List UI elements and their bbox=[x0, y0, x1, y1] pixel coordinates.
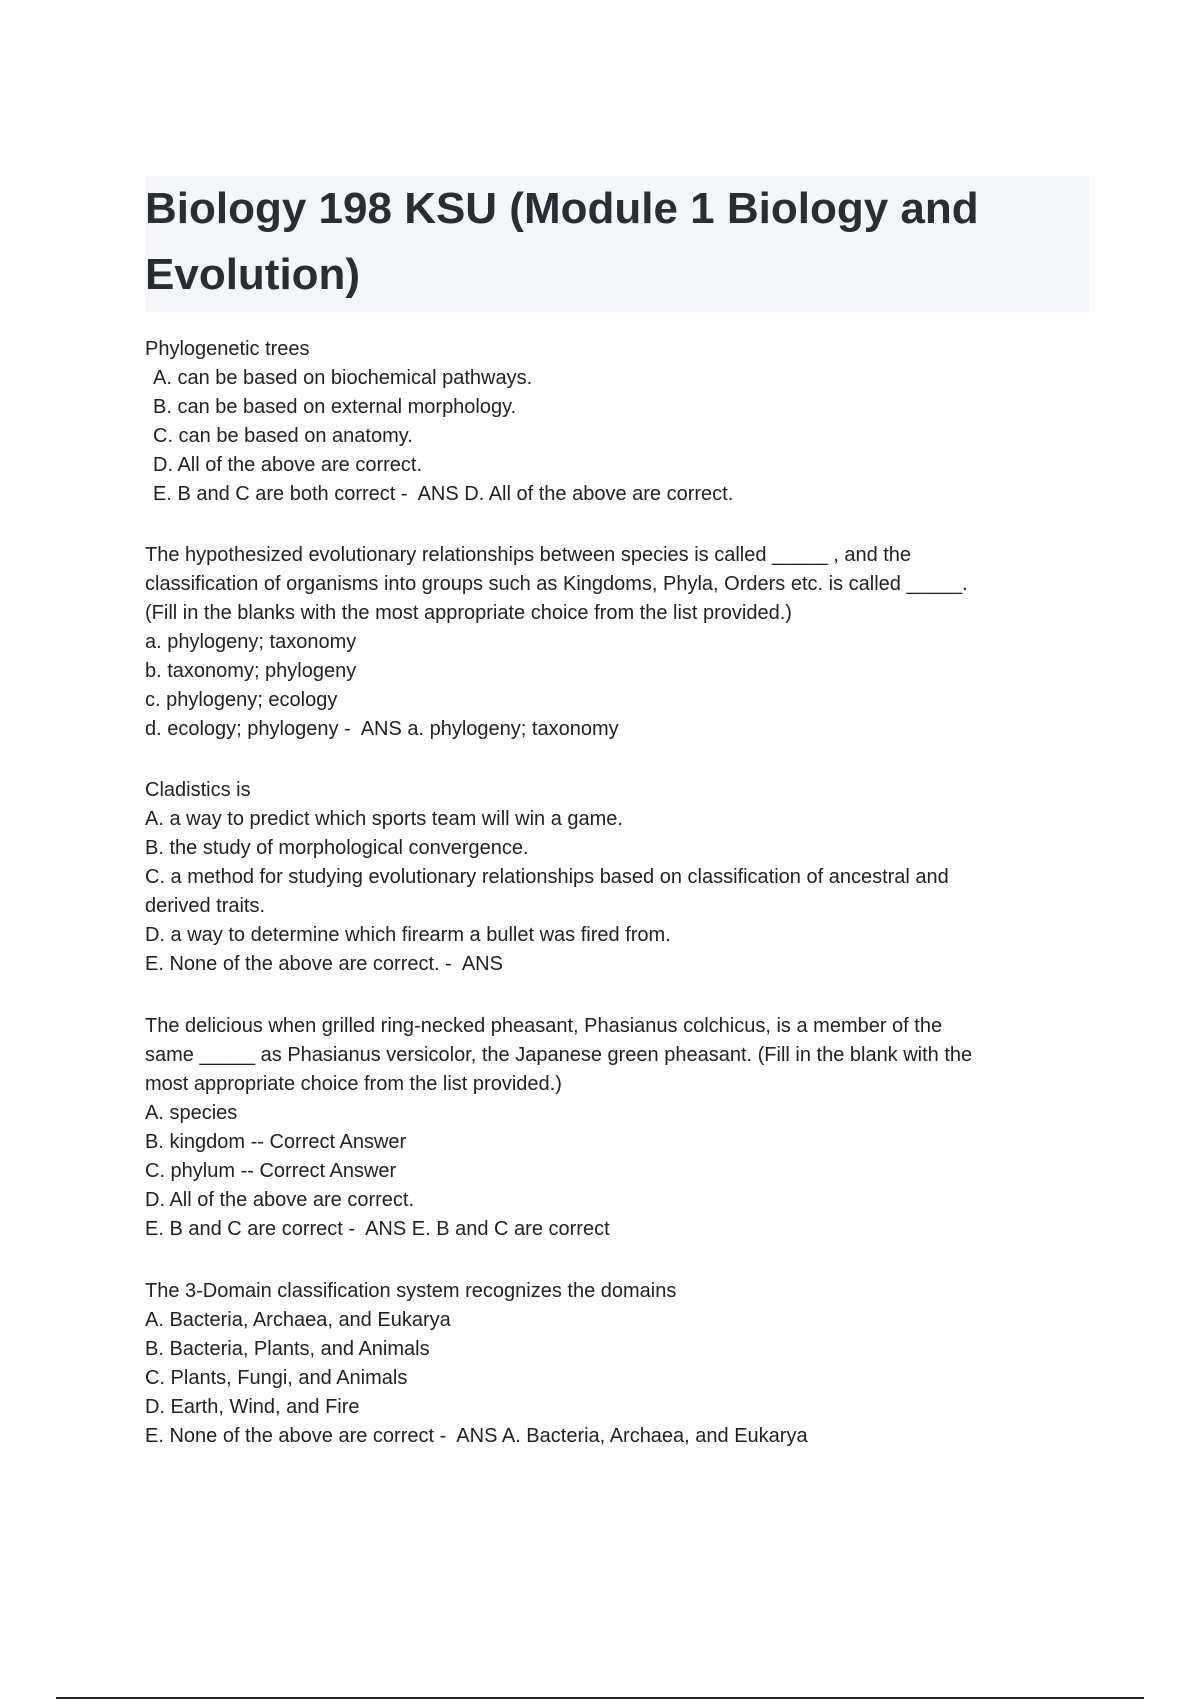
answer-option: A. Bacteria, Archaea, and Eukarya bbox=[145, 1309, 451, 1331]
answer-option: D. All of the above are correct. bbox=[153, 454, 423, 476]
question-stem: The delicious when grilled ring-necked pheasant, Phasianus colchicus, is a member of the same _____ as Phasianus versicolor, the Japanese green pheasant. (Fill in the blank with the most appropriate choice from the list provided.) bbox=[145, 1015, 973, 1095]
answer-options bbox=[145, 1306, 1085, 1451]
answer-option: E. B and C are both correct - ANS D. All of the above are correct. bbox=[153, 483, 734, 505]
title-block bbox=[145, 176, 1089, 312]
answer-option: D. Earth, Wind, and Fire bbox=[145, 1396, 360, 1418]
question-4 bbox=[145, 1012, 1085, 1244]
answer-option: A. species bbox=[145, 1102, 238, 1124]
answer-option: C. phylum -- Correct Answer bbox=[145, 1160, 397, 1182]
question-3 bbox=[145, 776, 1085, 979]
answer-option: E. B and C are correct - ANS E. B and C are correct bbox=[145, 1218, 610, 1240]
answer-options bbox=[145, 628, 1085, 744]
question-stem: Cladistics is bbox=[145, 779, 251, 801]
answer-options bbox=[145, 1099, 1085, 1244]
answer-option: E. None of the above are correct. - ANS bbox=[145, 953, 503, 975]
question-5 bbox=[145, 1277, 1085, 1451]
answer-options bbox=[145, 364, 1085, 509]
answer-option: B. Bacteria, Plants, and Animals bbox=[145, 1338, 430, 1360]
answer-option: C. a method for studying evolutionary relationships based on classification of ancestral and derived traits. bbox=[145, 866, 949, 917]
answer-option: C. can be based on anatomy. bbox=[153, 425, 413, 447]
question-stem: The 3-Domain classification system recognizes the domains bbox=[145, 1280, 677, 1302]
answer-option: b. taxonomy; phylogeny bbox=[145, 660, 357, 682]
answer-option: A. a way to predict which sports team will win a game. bbox=[145, 808, 623, 830]
question-stem: Phylogenetic trees bbox=[145, 338, 310, 360]
page-title: Biology 198 KSU (Module 1 Biology and Evolution) bbox=[145, 184, 979, 299]
answer-option: B. the study of morphological convergence. bbox=[145, 837, 529, 859]
answer-option: A. can be based on biochemical pathways. bbox=[153, 367, 533, 389]
question-2 bbox=[145, 541, 1085, 744]
answer-options bbox=[145, 805, 1085, 979]
question-stem: The hypothesized evolutionary relationships between species is called _____ , and the classification of organisms into groups such as Kingdoms, Phyla, Orders etc. is called _____. (Fill in the blanks with the most appropriate choice from the list provided.) bbox=[145, 544, 968, 624]
answer-option: B. kingdom -- Correct Answer bbox=[145, 1131, 407, 1153]
answer-option: B. can be based on external morphology. bbox=[153, 396, 517, 418]
question-1 bbox=[145, 335, 1085, 509]
answer-option: D. All of the above are correct. bbox=[145, 1189, 415, 1211]
answer-option: C. Plants, Fungi, and Animals bbox=[145, 1367, 408, 1389]
answer-option: c. phylogeny; ecology bbox=[145, 689, 338, 711]
answer-option: d. ecology; phylogeny - ANS a. phylogeny; taxonomy bbox=[145, 718, 619, 740]
answer-option: E. None of the above are correct - ANS A. Bacteria, Archaea, and Eukarya bbox=[145, 1425, 808, 1447]
page-bottom-rule bbox=[56, 1697, 1144, 1699]
answer-option: a. phylogeny; taxonomy bbox=[145, 631, 357, 653]
answer-option: D. a way to determine which firearm a bullet was fired from. bbox=[145, 924, 671, 946]
